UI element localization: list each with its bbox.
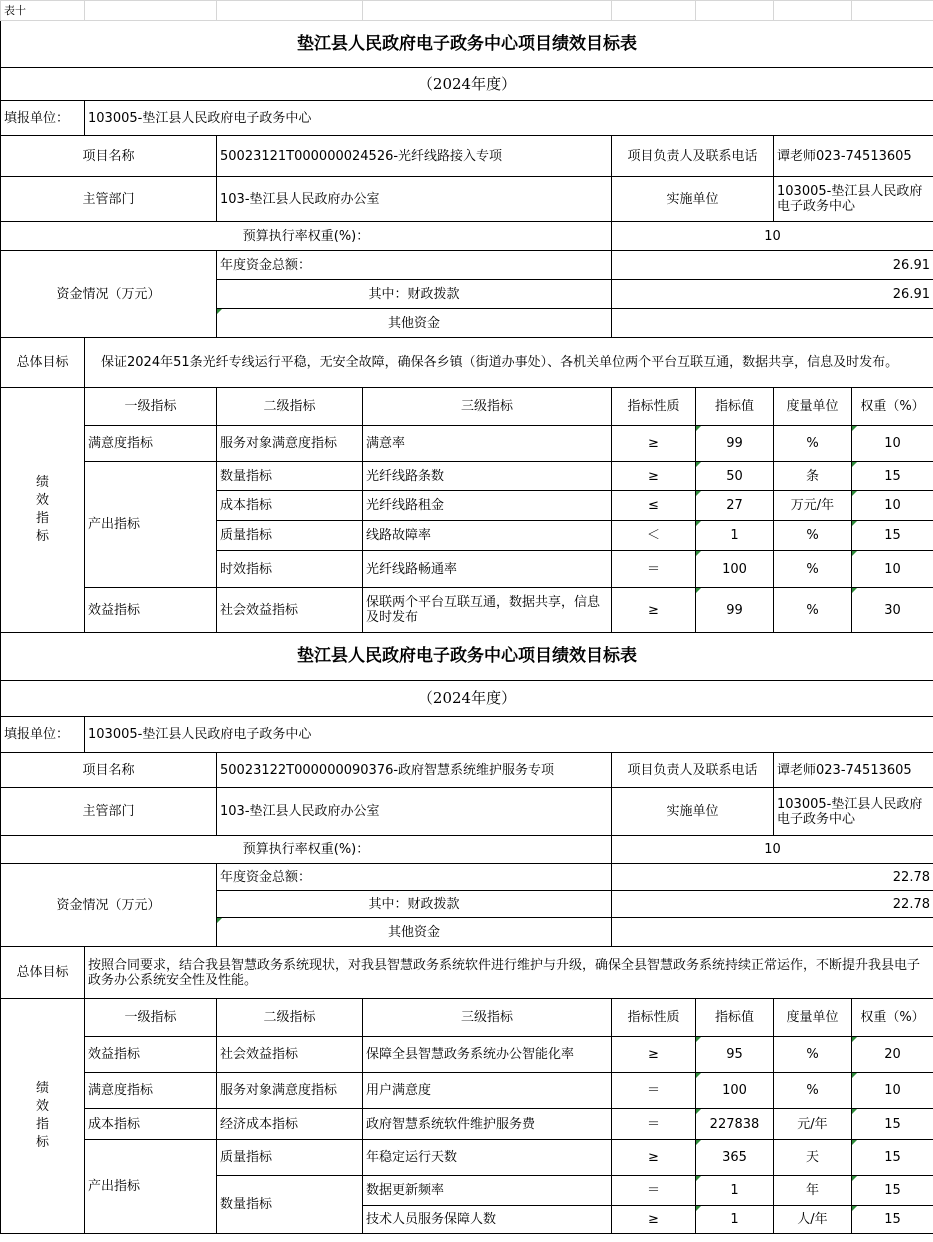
cell-l1: 产出指标 — [85, 462, 217, 588]
funds-other-value — [612, 918, 933, 947]
contact-label: 项目负责人及联系电话 — [612, 753, 774, 788]
overall-goal-value: 按照合同要求，结合我县智慧政务系统现状，对我县智慧政务系统软件进行维护与升级，确保全县智慧政务系统持续正常运作，不断提升我县电子政务办公系统安全性及性能。 — [85, 947, 933, 999]
cell-l2: 服务对象满意度指标 — [217, 426, 363, 462]
header-l1: 一级指标 — [85, 999, 217, 1037]
cell-weight: 10 — [852, 1073, 933, 1109]
cell-nature: ≥ — [612, 1037, 696, 1073]
cell-unit: % — [774, 588, 852, 633]
cell-l2: 质量指标 — [217, 521, 363, 551]
header-weight: 权重（%） — [852, 999, 933, 1037]
cell-value: 1 — [696, 521, 774, 551]
budget-weight-value: 10 — [612, 836, 933, 864]
cell-value: 100 — [696, 551, 774, 588]
cell-l2: 数量指标 — [217, 1176, 363, 1234]
cell-l2: 社会效益指标 — [217, 1037, 363, 1073]
cell-nature: ≥ — [612, 1206, 696, 1234]
cell-l3: 光纤线路畅通率 — [363, 551, 612, 588]
cell-unit: 年 — [774, 1176, 852, 1206]
cell-nature: ＜ — [612, 521, 696, 551]
budget-weight-label: 预算执行率权重(%)： — [1, 222, 612, 251]
cell-weight: 30 — [852, 588, 933, 633]
cell-nature: ＝ — [612, 1176, 696, 1206]
cell-nature: ≥ — [612, 588, 696, 633]
dept-label: 主管部门 — [1, 177, 217, 222]
header-l2: 二级指标 — [217, 999, 363, 1037]
cell-l3: 光纤线路租金 — [363, 491, 612, 521]
perf-indicators-label: 绩 效 指 标 — [1, 999, 85, 1234]
cell-l2: 质量指标 — [217, 1140, 363, 1176]
cell-l1: 满意度指标 — [85, 426, 217, 462]
table-row — [1, 1109, 933, 1140]
cell-l2: 经济成本指标 — [217, 1109, 363, 1140]
perf-indicators-label: 绩 效 指 标 — [1, 388, 85, 633]
project-name-value: 50023121T000000024526-光纤线路接入专项 — [217, 136, 612, 177]
header-nature: 指标性质 — [612, 388, 696, 426]
cell-weight: 10 — [852, 551, 933, 588]
cell-nature: ≥ — [612, 1140, 696, 1176]
contact-value: 谭老师023-74513605 — [774, 136, 933, 177]
header-l1: 一级指标 — [85, 388, 217, 426]
budget-weight-label: 预算执行率权重(%)： — [1, 836, 612, 864]
cell-weight: 10 — [852, 426, 933, 462]
corner-label: 表十 — [1, 1, 85, 21]
cell-l2: 社会效益指标 — [217, 588, 363, 633]
funds-other-label: 其他资金 — [217, 309, 612, 338]
cell-weight: 15 — [852, 1140, 933, 1176]
impl-value: 103005-垫江县人民政府电子政务中心 — [774, 177, 933, 222]
cell-weight: 15 — [852, 1206, 933, 1234]
header-unit: 度量单位 — [774, 388, 852, 426]
table-year: （2024年度） — [1, 68, 933, 101]
table-row — [1, 426, 933, 462]
cell-l3: 年稳定运行天数 — [363, 1140, 612, 1176]
funds-total-label: 年度资金总额： — [217, 864, 612, 891]
funds-other-value — [612, 309, 933, 338]
cell-value: 100 — [696, 1073, 774, 1109]
cell-unit: % — [774, 426, 852, 462]
reporter-label: 填报单位： — [1, 717, 85, 753]
cell-weight: 10 — [852, 491, 933, 521]
cell-nature: ＝ — [612, 551, 696, 588]
cell-l3: 数据更新频率 — [363, 1176, 612, 1206]
cell-l2: 数量指标 — [217, 462, 363, 491]
cell-unit: 元/年 — [774, 1109, 852, 1140]
table-row — [1, 1073, 933, 1109]
funds-other-label: 其他资金 — [217, 918, 612, 947]
cell-l3: 保障全县智慧政务系统办公智能化率 — [363, 1037, 612, 1073]
cell-l3: 技术人员服务保障人数 — [363, 1206, 612, 1234]
cell-nature: ＝ — [612, 1073, 696, 1109]
header-l2: 二级指标 — [217, 388, 363, 426]
impl-label: 实施单位 — [612, 177, 774, 222]
overall-goal-label: 总体目标 — [1, 338, 85, 388]
funds-total-value: 26.91 — [612, 251, 933, 280]
funds-fiscal-label: 其中：财政拨款 — [217, 891, 612, 918]
cell-nature: ≥ — [612, 426, 696, 462]
cell-value: 1 — [696, 1206, 774, 1234]
impl-value: 103005-垫江县人民政府电子政务中心 — [774, 788, 933, 836]
cell-weight: 15 — [852, 521, 933, 551]
cell-l1: 成本指标 — [85, 1109, 217, 1140]
header-l3: 三级指标 — [363, 388, 612, 426]
cell-value: 95 — [696, 1037, 774, 1073]
overall-goal-value: 保证2024年51条光纤专线运行平稳，无安全故障，确保各乡镇（街道办事处）、各机关单位两个平台互联互通，数据共享，信息及时发布。 — [85, 338, 933, 388]
funds-fiscal-label: 其中：财政拨款 — [217, 280, 612, 309]
project-name-value: 50023122T000000090376-政府智慧系统维护服务专项 — [217, 753, 612, 788]
cell-l2: 服务对象满意度指标 — [217, 1073, 363, 1109]
cell-l1: 效益指标 — [85, 588, 217, 633]
header-nature: 指标性质 — [612, 999, 696, 1037]
cell-l3: 满意率 — [363, 426, 612, 462]
cell-value: 27 — [696, 491, 774, 521]
funds-label: 资金情况（万元） — [1, 251, 217, 338]
cell-value: 99 — [696, 426, 774, 462]
cell-unit: 万元/年 — [774, 491, 852, 521]
funds-label: 资金情况（万元） — [1, 864, 217, 947]
table-row — [1, 588, 933, 633]
cell-value: 99 — [696, 588, 774, 633]
reporter-value: 103005-垫江县人民政府电子政务中心 — [85, 101, 933, 136]
reporter-value: 103005-垫江县人民政府电子政务中心 — [85, 717, 933, 753]
cell-l1: 产出指标 — [85, 1140, 217, 1234]
table-year: （2024年度） — [1, 681, 933, 717]
cell-unit: % — [774, 551, 852, 588]
funds-fiscal-value: 22.78 — [612, 891, 933, 918]
header-weight: 权重（%） — [852, 388, 933, 426]
project-name-label: 项目名称 — [1, 753, 217, 788]
cell-l3: 用户满意度 — [363, 1073, 612, 1109]
cell-weight: 15 — [852, 1109, 933, 1140]
cell-value: 365 — [696, 1140, 774, 1176]
funds-total-value: 22.78 — [612, 864, 933, 891]
funds-fiscal-value: 26.91 — [612, 280, 933, 309]
table-title: 垫江县人民政府电子政务中心项目绩效目标表 — [1, 633, 933, 681]
cell-value: 1 — [696, 1176, 774, 1206]
header-l3: 三级指标 — [363, 999, 612, 1037]
cell-weight: 20 — [852, 1037, 933, 1073]
cell-l2: 时效指标 — [217, 551, 363, 588]
cell-weight: 15 — [852, 1176, 933, 1206]
header-value: 指标值 — [696, 999, 774, 1037]
project-name-label: 项目名称 — [1, 136, 217, 177]
cell-l3: 线路故障率 — [363, 521, 612, 551]
cell-unit: 人/年 — [774, 1206, 852, 1234]
reporter-label: 填报单位： — [1, 101, 85, 136]
funds-total-label: 年度资金总额： — [217, 251, 612, 280]
dept-value: 103-垫江县人民政府办公室 — [217, 177, 612, 222]
table-title: 垫江县人民政府电子政务中心项目绩效目标表 — [1, 21, 933, 68]
cell-l1: 效益指标 — [85, 1037, 217, 1073]
table-row — [1, 462, 933, 491]
cell-value: 227838 — [696, 1109, 774, 1140]
dept-label: 主管部门 — [1, 788, 217, 836]
overall-goal-label: 总体目标 — [1, 947, 85, 999]
cell-unit: % — [774, 521, 852, 551]
impl-label: 实施单位 — [612, 788, 774, 836]
cell-l3: 保联两个平台互联互通，数据共享，信息及时发布 — [363, 588, 612, 633]
cell-unit: % — [774, 1037, 852, 1073]
cell-l3: 光纤线路条数 — [363, 462, 612, 491]
header-value: 指标值 — [696, 388, 774, 426]
cell-unit: 天 — [774, 1140, 852, 1176]
table-row — [1, 1140, 933, 1176]
cell-l1: 满意度指标 — [85, 1073, 217, 1109]
contact-value: 谭老师023-74513605 — [774, 753, 933, 788]
cell-nature: ≥ — [612, 462, 696, 491]
cell-unit: % — [774, 1073, 852, 1109]
budget-weight-value: 10 — [612, 222, 933, 251]
header-unit: 度量单位 — [774, 999, 852, 1037]
cell-value: 50 — [696, 462, 774, 491]
contact-label: 项目负责人及联系电话 — [612, 136, 774, 177]
cell-l2: 成本指标 — [217, 491, 363, 521]
dept-value: 103-垫江县人民政府办公室 — [217, 788, 612, 836]
cell-unit: 条 — [774, 462, 852, 491]
cell-nature: ≤ — [612, 491, 696, 521]
cell-nature: ＝ — [612, 1109, 696, 1140]
cell-l3: 政府智慧系统软件维护服务费 — [363, 1109, 612, 1140]
table-row — [1, 1037, 933, 1073]
cell-weight: 15 — [852, 462, 933, 491]
